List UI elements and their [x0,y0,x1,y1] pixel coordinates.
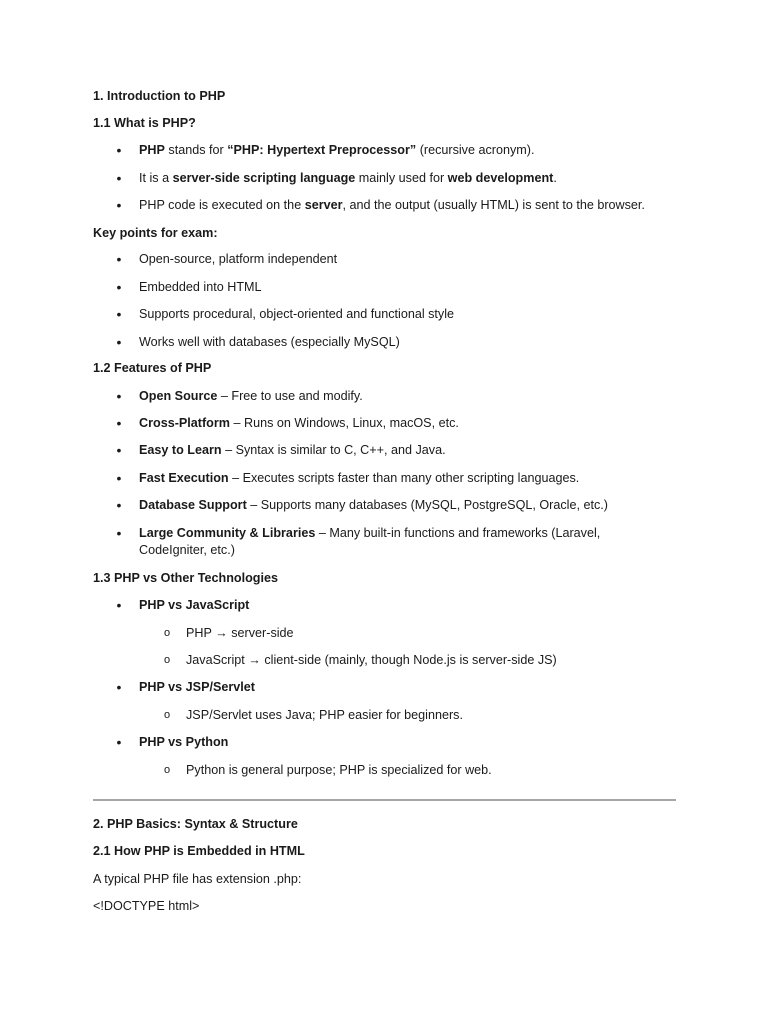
bullet-icon: • [116,197,122,213]
list-item: PHP vs Python [139,735,229,749]
key-points-heading: Key points for exam: [93,226,218,240]
section-1-1-heading: 1.1 What is PHP? [93,116,196,130]
list-item: Database Support – Supports many databases (MySQL, PostgreSQL, Oracle, etc.) [139,498,608,512]
list-item: Open Source – Free to use and modify. [139,389,363,403]
list-item: Embedded into HTML [139,280,262,294]
list-item: Works well with databases (especially MySQL) [139,335,400,349]
list-item: PHP stands for “PHP: Hypertext Preprocessor” (recursive acronym). [139,143,535,157]
bullet-icon: • [116,497,122,513]
bullet-icon: • [116,597,122,613]
list-item: Fast Execution – Executes scripts faster than many other scripting languages. [139,471,580,485]
sub-list-item: Python is general purpose; PHP is specialized for web. [186,763,492,777]
section-1-heading: 1. Introduction to PHP [93,89,226,103]
sub-list-item: JavaScript → client-side (mainly, though Node.js is server-side JS) [186,653,557,667]
bullet-icon: • [116,415,122,431]
bullet-icon: • [116,470,122,486]
bullet-icon: • [116,334,122,350]
list-item: Large Community & Libraries – Many built-in functions and frameworks (Laravel, CodeIgniter, etc.) [139,526,601,557]
circle-bullet-icon: o [163,709,171,721]
list-item: PHP vs JavaScript [139,598,250,612]
list-item: PHP vs JSP/Servlet [139,680,255,694]
section-2-1-heading: 2.1 How PHP is Embedded in HTML [93,844,305,858]
circle-bullet-icon: o [163,654,171,666]
bullet-icon: • [116,306,122,322]
list-item: Supports procedural, object-oriented and functional style [139,307,455,321]
circle-bullet-icon: o [163,764,171,776]
bullet-icon: • [116,279,122,295]
bullet-icon: • [116,142,122,158]
bullet-icon: • [116,442,122,458]
list-item: Open-source, platform independent [139,252,338,266]
sub-list-item: PHP → server-side [186,626,294,640]
bullet-icon: • [116,388,122,404]
horizontal-rule [93,799,676,801]
section-1-2-heading: 1.2 Features of PHP [93,361,212,375]
section-2-heading: 2. PHP Basics: Syntax & Structure [93,817,298,831]
paragraph: A typical PHP file has extension .php: [93,872,302,886]
sub-list-item: JSP/Servlet uses Java; PHP easier for beginners. [186,708,463,722]
list-item: It is a server-side scripting language mainly used for web development. [139,171,557,185]
list-item: Cross-Platform – Runs on Windows, Linux, macOS, etc. [139,416,459,430]
bullet-icon: • [116,679,122,695]
code-line: <!DOCTYPE html> [93,899,200,913]
circle-bullet-icon: o [163,627,171,639]
bullet-icon: • [116,170,122,186]
bullet-icon: • [116,525,122,541]
list-item: PHP code is executed on the server, and the output (usually HTML) is sent to the browser. [139,198,645,212]
section-1-3-heading: 1.3 PHP vs Other Technologies [93,571,279,585]
list-item: Easy to Learn – Syntax is similar to C, C++, and Java. [139,443,446,457]
bullet-icon: • [116,734,122,750]
bullet-icon: • [116,251,122,267]
